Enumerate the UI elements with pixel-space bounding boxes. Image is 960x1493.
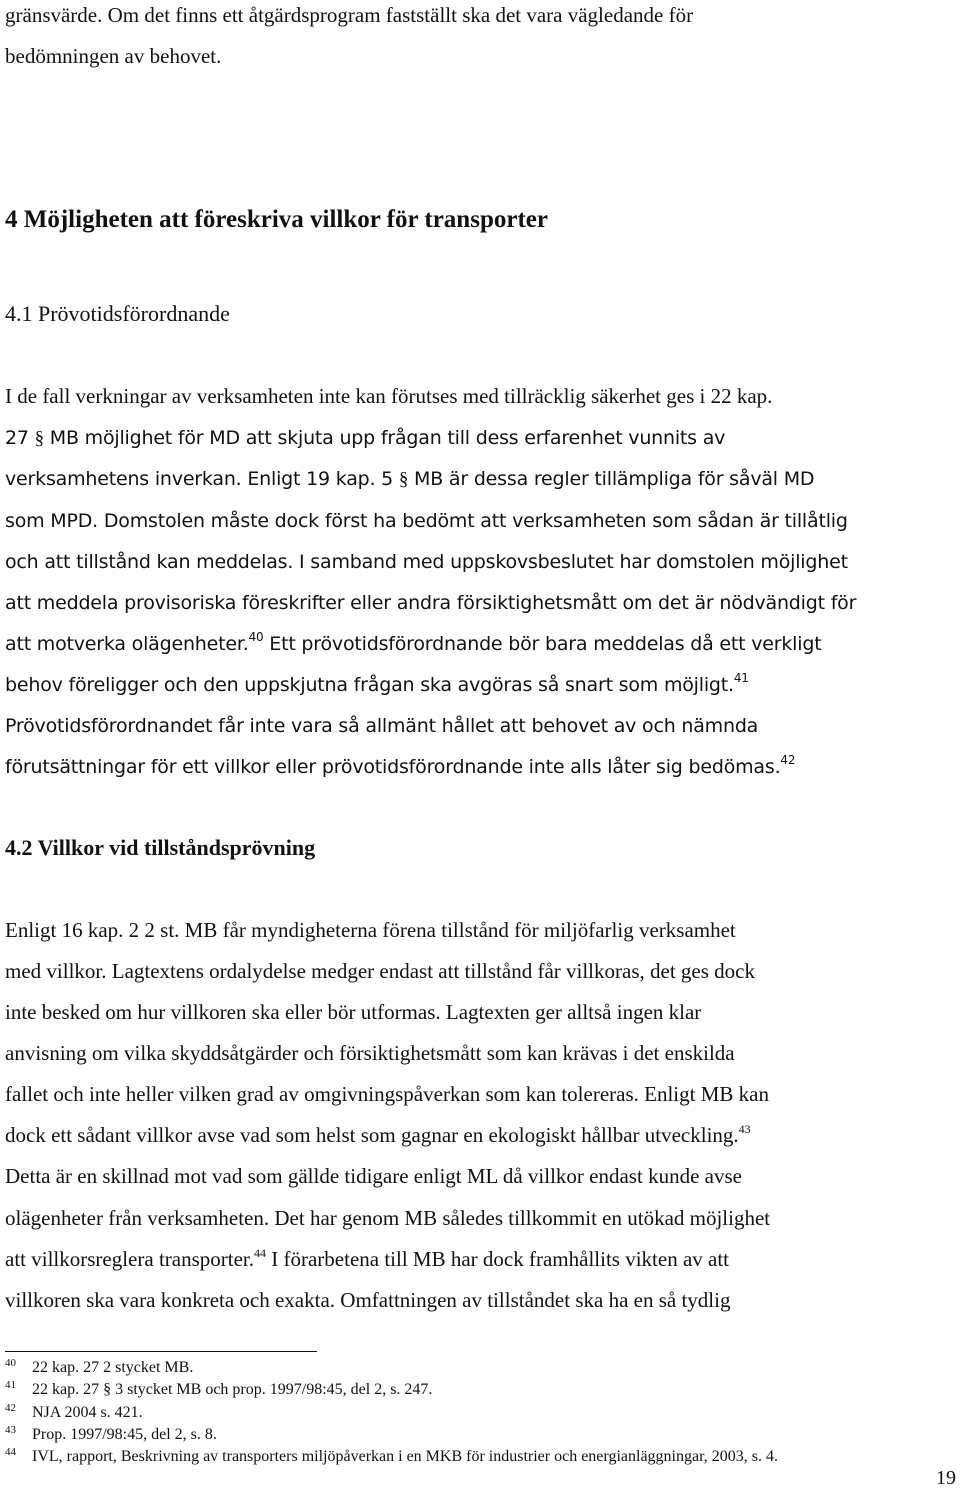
text-run: dock ett sådant villkor avse vad som helst som gagnar en ekologiskt hållbar utveckling.: [5, 1123, 739, 1147]
text-run: Enligt 16 kap. 2: [5, 918, 145, 942]
text-run: st. MB får myndigheterna förena tillstånd för miljöfarlig verksamhet: [154, 918, 736, 942]
footnote-41: 41 22 kap. 27 § 3 stycket MB och prop. 1997/98:45, del 2, s. 247.: [5, 1379, 433, 1398]
text-run: Domstolen måste dock först ha bedömt att verksamheten som sådan är tillåtlig: [98, 510, 848, 532]
body-4-2-line-10: [5, 1287, 730, 1313]
heading-section-4: 4 Möjligheten att föreskriva villkor för transporter: [5, 206, 548, 233]
intro-line-1: gränsvärde. Om det finns ett åtgärdsprogram fastställt ska det vara vägledande för: [5, 3, 694, 27]
text-run: fallet och inte heller vilken grad av omgivningspåverkan som kan tolereras.: [5, 1082, 639, 1106]
text-run: att motverka olägenheter.: [5, 633, 249, 655]
text-run: verksamhetens inverkan.: [5, 468, 242, 490]
text-run: Ett prövotidsförordnande bör bara meddelas då ett verkligt: [263, 633, 822, 655]
body-4-1-line-5: [5, 549, 848, 575]
text-run: 27: [5, 427, 29, 449]
body-4-1-line-4: [5, 508, 848, 534]
text-run: Enligt 19 kap. 5: [241, 468, 399, 490]
heading-section-4-2: 4.2 Villkor vid tillståndsprövning: [5, 835, 316, 860]
text-run: MB är dessa regler tillämpliga för såväl MD: [408, 468, 815, 490]
text-run: Lagtextens ordalydelse medger endast att tillstånd får villkoras, det ges dock: [106, 959, 755, 983]
body-4-2-line-3: [5, 999, 701, 1025]
footnote-text: 22 kap. 27 2 stycket MB.: [32, 1359, 194, 1376]
text-run: som MPD.: [5, 510, 98, 532]
body-4-1-line-6: att meddela provisoriska föreskrifter eller andra försiktighetsmått om det är nödvändigt för: [5, 592, 857, 614]
body-4-1-line-8: [5, 672, 749, 698]
text-run: villkoren ska vara konkreta och exakta.: [5, 1288, 336, 1312]
text-run: och att tillstånd kan meddelas.: [5, 551, 294, 573]
body-4-2-line-1: [5, 917, 736, 943]
text-run: I förarbetena till MB har dock framhållits vikten av att: [266, 1247, 730, 1271]
footnote-40: 40 22 kap. 27 2 stycket MB.: [5, 1357, 194, 1376]
footnote-text: 22 kap. 27 § 3 stycket MB och prop. 1997/98:45, del 2, s. 247.: [32, 1381, 433, 1398]
footnote-ref-43: 43: [738, 1122, 751, 1136]
text-run: Omfattningen av tillståndet ska ha en så tydlig: [335, 1288, 731, 1312]
footnote-ref-42: 42: [780, 753, 796, 767]
intro-line-2: bedömningen av behovet.: [5, 44, 222, 68]
body-4-1-line-7: [5, 631, 821, 657]
text-run: MB möjlighet för MD att skjuta upp frågan till dess erfarenhet vunnits av: [43, 427, 726, 449]
body-4-2-line-6: [5, 1122, 751, 1148]
footnote-text: IVL, rapport, Beskrivning av transporters miljöpåverkan i en MKB för industrier och energianläggningar, 2003, s. 4.: [32, 1448, 778, 1465]
text-run: med villkor.: [5, 959, 107, 983]
body-4-1-line-9: Prövotidsförordnandet får inte vara så allmänt hållet att behovet av och nämnda: [5, 715, 759, 737]
text-run: förutsättningar för ett villkor eller prövotidsförordnande inte alls låter sig bedömas.: [5, 756, 781, 778]
body-4-2-line-2: [5, 958, 755, 984]
body-4-2-line-8: [5, 1205, 770, 1231]
body-4-1-line-2: [5, 425, 725, 452]
body-4-1-line-10: [5, 754, 795, 780]
text-run: behov föreligger och den uppskjutna frågan ska avgöras så snart som möjligt.: [5, 674, 734, 696]
text-run: 2: [144, 918, 155, 942]
footnote-text: Prop. 1997/98:45, del 2, s. 8.: [32, 1426, 217, 1443]
text-run: inte besked om hur villkoren ska eller bör utformas.: [5, 1000, 441, 1024]
footnote-43: 43 Prop. 1997/98:45, del 2, s. 8.: [5, 1424, 217, 1443]
page-number: 19: [936, 1467, 956, 1489]
body-4-2-line-5: [5, 1081, 769, 1107]
text-run: att villkorsreglera transporter.: [5, 1247, 254, 1271]
text-run: Enligt MB kan: [638, 1082, 769, 1106]
body-4-1-line-3: [5, 466, 814, 493]
section-sign: §: [398, 469, 409, 490]
text-run: Lagtexten ger alltså ingen klar: [440, 1000, 702, 1024]
footnote-44: 44 IVL, rapport, Beskrivning av transporters miljöpåverkan i en MKB för industrier och energianläggningar, 2003, s. 4.: [5, 1446, 778, 1465]
heading-section-4-1: 4.1 Prövotidsförordnande: [5, 301, 230, 326]
footnote-ref-41: 41: [733, 671, 749, 685]
text-run: Det har genom MB således tillkommit en utökad möjlighet: [269, 1206, 771, 1230]
section-sign: §: [34, 428, 44, 449]
footnote-text: NJA 2004 s. 421.: [32, 1404, 143, 1421]
footnote-ref-40: 40: [248, 630, 264, 644]
footnote-42: 42 NJA 2004 s. 421.: [5, 1402, 143, 1421]
text-run: olägenheter från verksamheten.: [5, 1206, 270, 1230]
body-4-2-line-7: Detta är en skillnad mot vad som gällde tidigare enligt ML då villkor endast kunde avse: [5, 1164, 742, 1188]
footnote-separator: [5, 1351, 317, 1352]
body-4-2-line-9: [5, 1246, 729, 1272]
footnote-ref-44: 44: [254, 1246, 266, 1260]
body-4-1-line-1: I de fall verkningar av verksamheten inte kan förutses med tillräcklig säkerhet ges i 22 kap.: [5, 384, 773, 408]
body-4-2-line-4: anvisning om vilka skyddsåtgärder och försiktighetsmått som kan krävas i det enskilda: [5, 1041, 735, 1065]
text-run: I samband med uppskovsbeslutet har domstolen möjlighet: [293, 551, 848, 573]
